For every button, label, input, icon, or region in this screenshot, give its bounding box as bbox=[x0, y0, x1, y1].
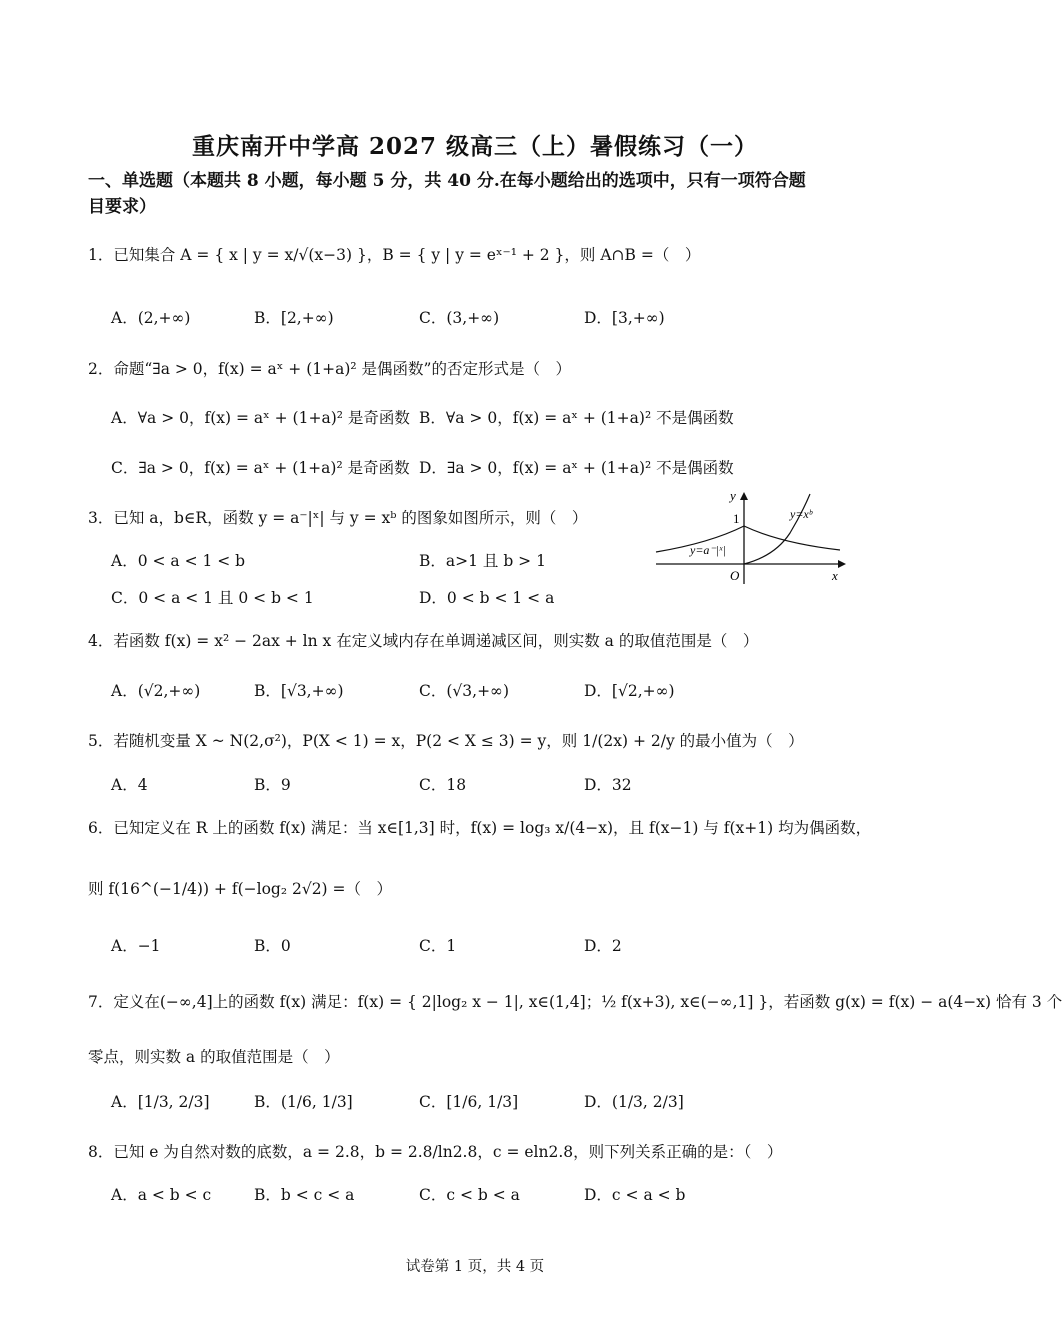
q1-option-b: B．[2,+∞) bbox=[254, 309, 334, 327]
q3-option-d: D．0 < b < 1 < a bbox=[419, 589, 555, 607]
function-graph bbox=[650, 488, 850, 588]
q4-option-c: C．(√3,+∞) bbox=[419, 682, 510, 700]
curve-power-label: y=xᵇ bbox=[790, 507, 812, 521]
q7-option-c: C．[1/6, 1/3] bbox=[419, 1093, 519, 1111]
q6-option-b: B．0 bbox=[254, 937, 291, 955]
q5-option-c: C．18 bbox=[419, 776, 467, 794]
question-6-stem-line2: 则 f(16^(−1/4)) + f(−log₂ 2√2) =（ ） bbox=[88, 880, 393, 898]
q6-option-c: C．1 bbox=[419, 937, 457, 955]
section-heading-line1: 一、单选题（本题共 8 小题，每小题 5 分，共 40 分.在每小题给出的选项中，只有一项符合题 bbox=[88, 171, 806, 191]
origin-label: O bbox=[730, 568, 740, 583]
question-8-stem: 8．已知 e 为自然对数的底数，a = 2.8，b = 2.8/ln2.8，c = eln2.8，则下列关系正确的是：（ ） bbox=[88, 1143, 783, 1161]
page-title: 重庆南开中学高 2027 级高三（上）暑假练习（一） bbox=[191, 133, 759, 160]
q2-option-d: D．∃a > 0，f(x) = aˣ + (1+a)² 不是偶函数 bbox=[419, 459, 734, 477]
q5-option-d: D．32 bbox=[584, 776, 632, 794]
curve-power bbox=[744, 494, 810, 564]
q3-option-c: C．0 < a < 1 且 0 < b < 1 bbox=[111, 589, 314, 607]
q2-option-b: B．∀a > 0，f(x) = aˣ + (1+a)² 不是偶函数 bbox=[419, 409, 734, 427]
q7-option-a: A．[1/3, 2/3] bbox=[111, 1093, 210, 1111]
y-axis-arrow-icon bbox=[740, 492, 748, 500]
q6-option-d: D．2 bbox=[584, 937, 622, 955]
q5-option-b: B．9 bbox=[254, 776, 291, 794]
question-7-stem: 7．定义在(−∞,4]上的函数 f(x) 满足：f(x) = { 2|log₂ x − 1|, x∈(1,4]；½ f(x+3), x∈(−∞,1] }，若函数 g(x) = f(x) − a(4−x) 恰有 3 个 bbox=[88, 993, 1062, 1011]
q1-option-c: C．(3,+∞) bbox=[419, 309, 500, 327]
section-heading-line2: 目要求） bbox=[88, 197, 156, 217]
q1-option-d: D．[3,+∞) bbox=[584, 309, 665, 327]
q8-option-d: D．c < a < b bbox=[584, 1186, 686, 1204]
question-4-stem: 4．若函数 f(x) = x² − 2ax + ln x 在定义域内存在单调递减区间，则实数 a 的取值范围是（ ） bbox=[88, 632, 759, 650]
page-footer: 试卷第 1 页，共 4 页 bbox=[405, 1259, 545, 1275]
question-7-stem-line2: 零点，则实数 a 的取值范围是（ ） bbox=[88, 1048, 340, 1066]
q2-option-a: A．∀a > 0，f(x) = aˣ + (1+a)² 是奇函数 bbox=[111, 409, 410, 427]
q4-option-a: A．(√2,+∞) bbox=[111, 682, 201, 700]
tick-one-label: 1 bbox=[733, 511, 740, 526]
q1-option-a: A．(2,+∞) bbox=[111, 309, 191, 327]
q4-option-d: D．[√2,+∞) bbox=[584, 682, 675, 700]
q6-option-a: A．−1 bbox=[111, 937, 161, 955]
x-axis-arrow-icon bbox=[838, 560, 846, 568]
q2-option-c: C．∃a > 0，f(x) = aˣ + (1+a)² 是奇函数 bbox=[111, 459, 410, 477]
question-3-stem: 3．已知 a，b∈R，函数 y = a⁻|ˣ| 与 y = xᵇ 的图象如图所示，则（ ） bbox=[88, 509, 588, 527]
q8-option-c: C．c < b < a bbox=[419, 1186, 520, 1204]
x-axis-label: x bbox=[832, 568, 838, 583]
question-6-stem: 6．已知定义在 R 上的函数 f(x) 满足：当 x∈[1,3] 时，f(x) = log₃ x/(4−x)，且 f(x−1) 与 f(x+1) 均为偶函数， bbox=[88, 819, 872, 837]
q8-option-a: A．a < b < c bbox=[111, 1186, 212, 1204]
section-heading bbox=[88, 168, 878, 220]
question-1-stem: 1．已知集合 A = { x | y = x/√(x−3) }，B = { y | y = eˣ⁻¹ + 2 }，则 A∩B =（ ） bbox=[88, 246, 701, 264]
question-2-stem: 2．命题“∃a > 0，f(x) = aˣ + (1+a)² 是偶函数”的否定形式是（ ） bbox=[88, 360, 571, 378]
curve-exponential-label: y=a⁻|ˣ| bbox=[690, 543, 726, 557]
y-axis-label: y bbox=[730, 488, 736, 503]
q3-option-b: B．a>1 且 b > 1 bbox=[419, 552, 546, 570]
curve-exponential bbox=[656, 526, 840, 552]
q8-option-b: B．b < c < a bbox=[254, 1186, 355, 1204]
q4-option-b: B．[√3,+∞) bbox=[254, 682, 344, 700]
q5-option-a: A．4 bbox=[111, 776, 148, 794]
q7-option-b: B．(1/6, 1/3] bbox=[254, 1093, 353, 1111]
q3-option-a: A．0 < a < 1 < b bbox=[111, 552, 246, 570]
question-5-stem: 5．若随机变量 X ~ N(2,σ²)，P(X < 1) = x，P(2 < X ≤ 3) = y，则 1/(2x) + 2/y 的最小值为（ ） bbox=[88, 732, 804, 750]
q7-option-d: D．(1/3, 2/3] bbox=[584, 1093, 684, 1111]
